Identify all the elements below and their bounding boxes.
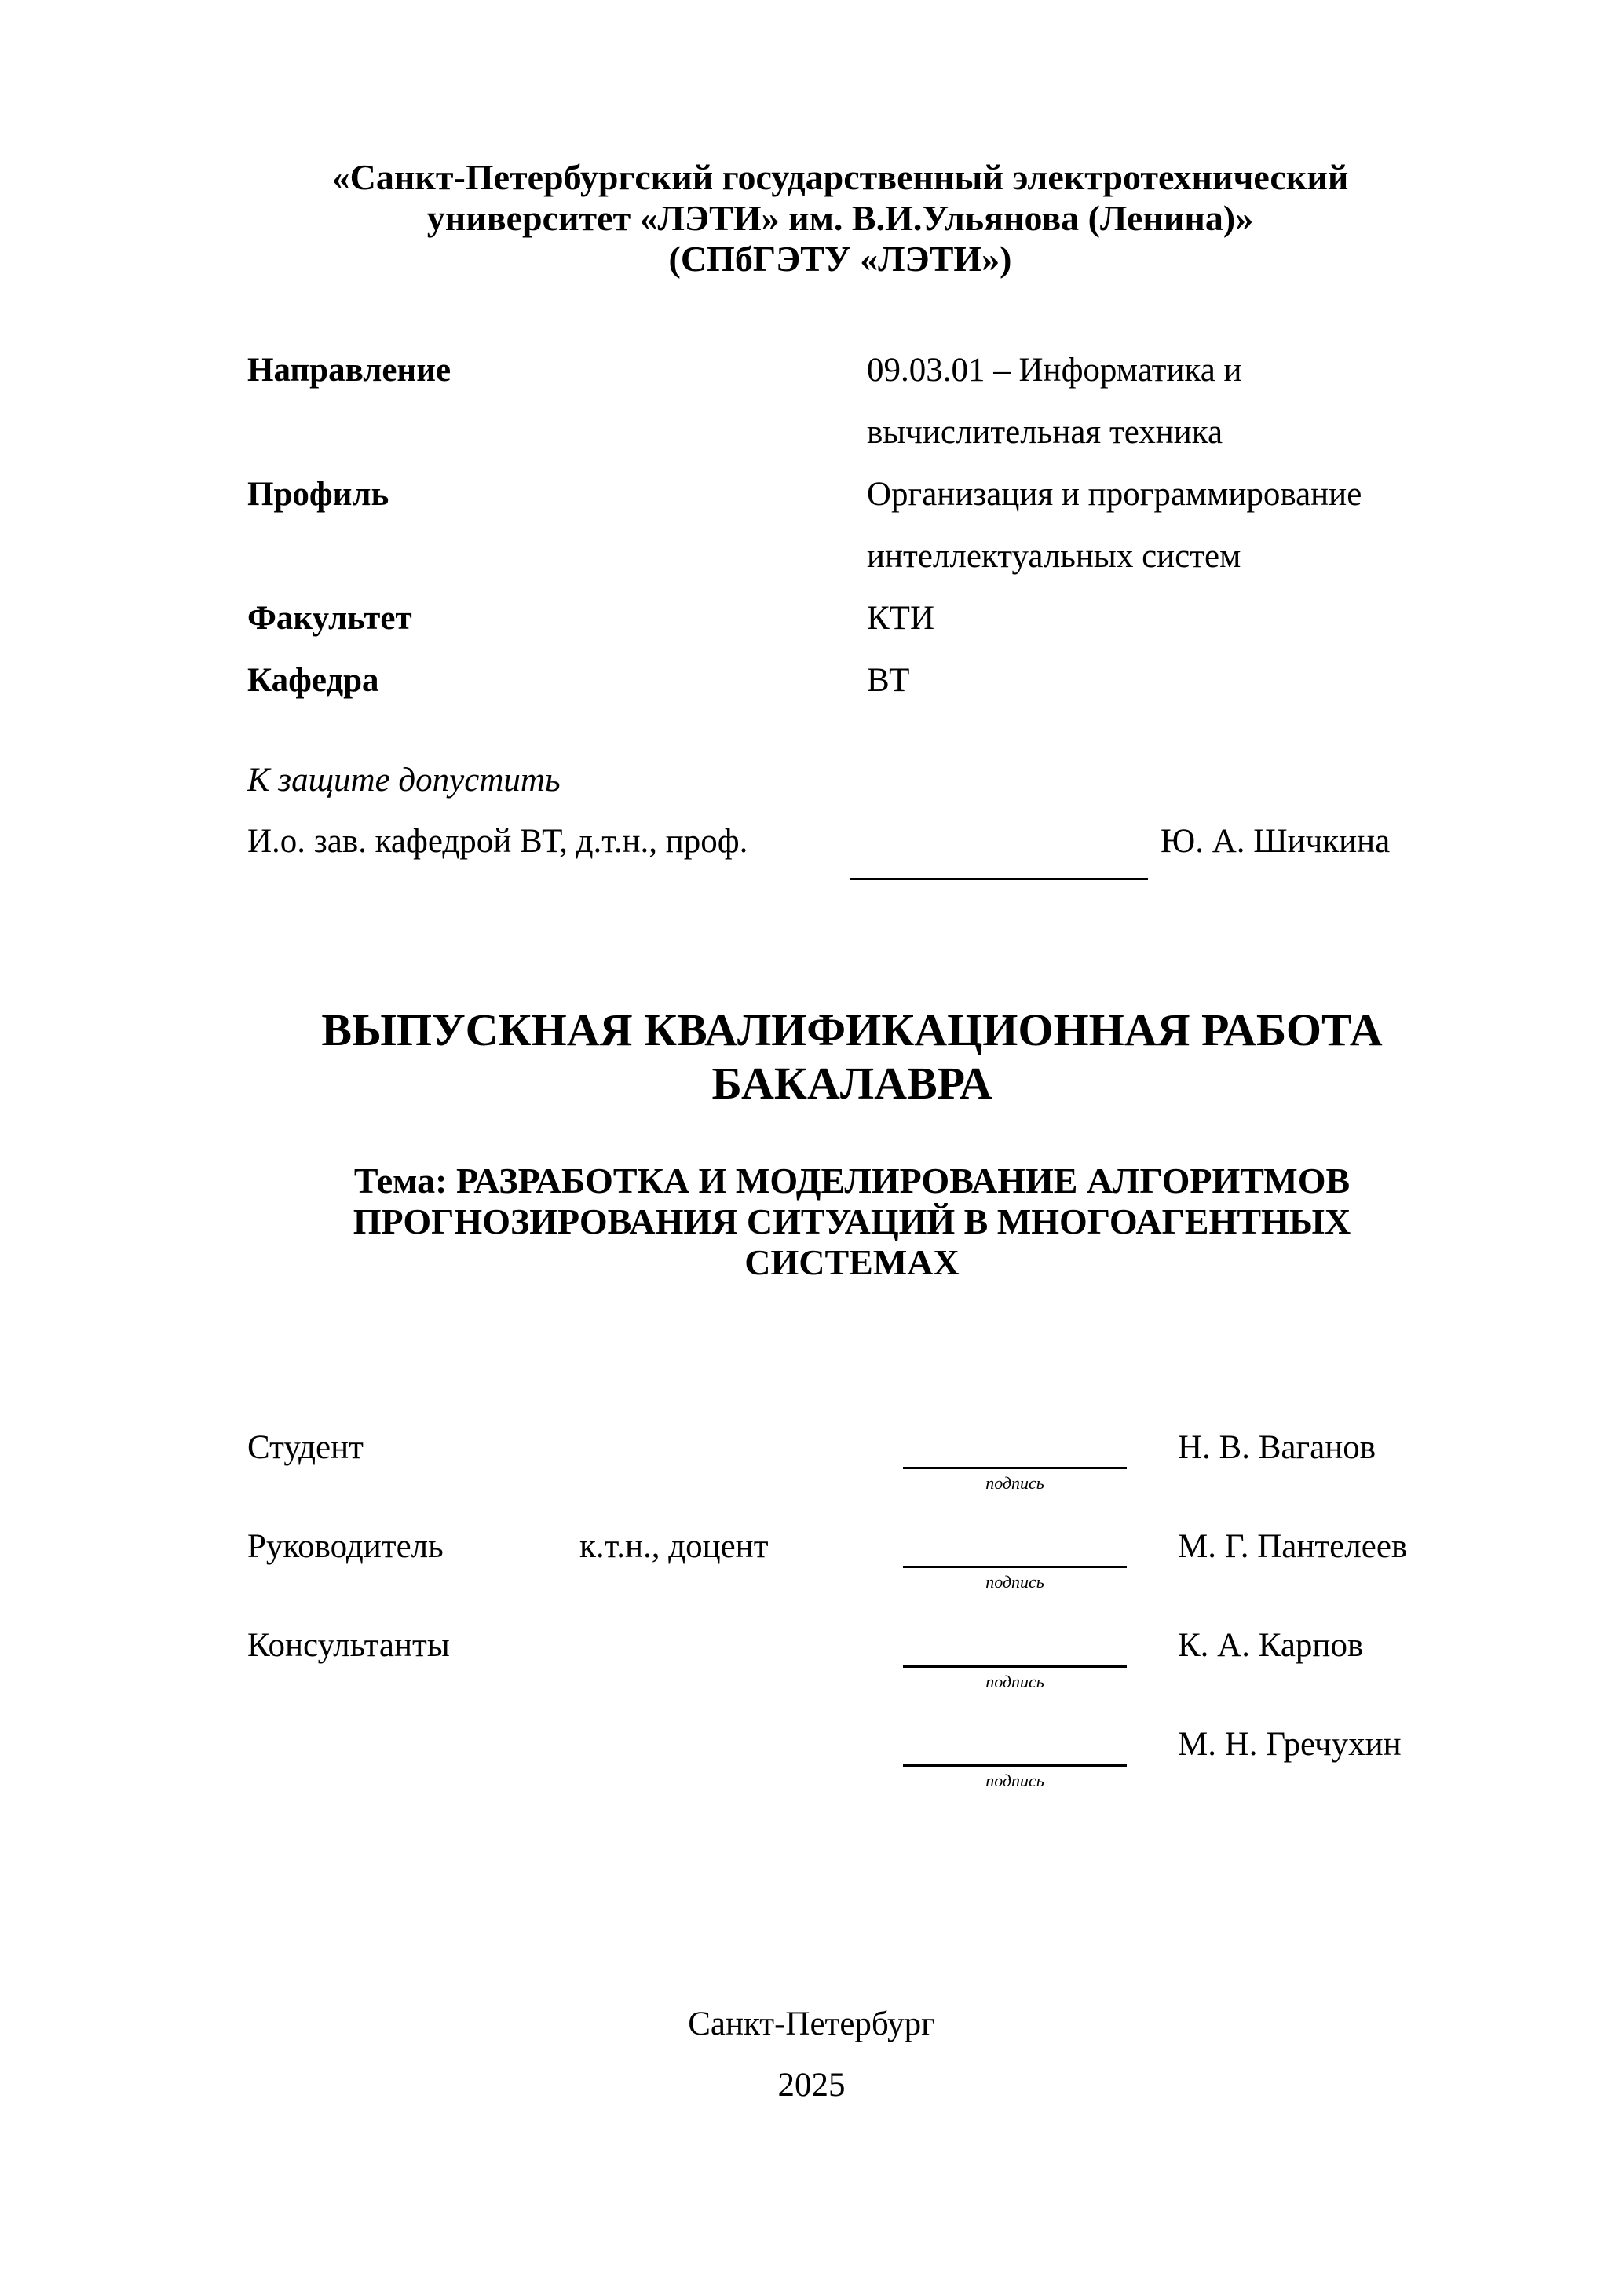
footer-year: 2025 <box>777 2067 846 2104</box>
signature-line-supervisor[interactable] <box>903 1566 1127 1568</box>
footer-city: Санкт-Петербург <box>688 2005 935 2042</box>
direction-value-line1: 09.03.01 – Информатика и <box>867 352 1242 389</box>
signature-role-student: Студент <box>247 1429 364 1466</box>
signature-caption: подпись <box>985 1473 1044 1493</box>
thesis-topic <box>236 1161 1468 1283</box>
profile-value-line1: Организация и программирование <box>867 476 1362 513</box>
signature-line-student[interactable] <box>903 1467 1127 1469</box>
signature-line-consultant-1[interactable] <box>903 1665 1127 1668</box>
profile-label: Профиль <box>247 476 389 513</box>
profile-value-line2: интеллектуальных систем <box>867 538 1241 575</box>
signature-caption: подпись <box>985 1771 1044 1790</box>
thesis-topic-line: ПРОГНОЗИРОВАНИЯ СИТУАЦИЙ В МНОГОАГЕНТНЫХ <box>353 1201 1351 1241</box>
signature-name-consultant-2: М. Н. Гречухин <box>1178 1726 1402 1763</box>
signature-name-student: Н. В. Ваганов <box>1178 1429 1376 1466</box>
document-title-line: ВЫПУСКНАЯ КВАЛИФИКАЦИОННАЯ РАБОТА <box>321 1004 1383 1055</box>
university-header <box>236 157 1445 280</box>
signature-line-consultant-2[interactable] <box>903 1764 1127 1767</box>
direction-label: Направление <box>247 352 451 389</box>
faculty-label: Факультет <box>247 600 412 637</box>
approval-role: И.о. зав. кафедрой ВТ, д.т.н., проф. <box>247 823 748 860</box>
signature-role-consultants: Консультанты <box>247 1627 450 1664</box>
signature-caption: подпись <box>985 1672 1044 1691</box>
signature-caption: подпись <box>985 1572 1044 1592</box>
department-value: ВТ <box>867 662 910 699</box>
signature-role-supervisor: Руководитель <box>247 1528 444 1565</box>
signature-name-consultant-1: К. А. Карпов <box>1178 1627 1364 1664</box>
thesis-topic-line: Тема: РАЗРАБОТКА И МОДЕЛИРОВАНИЕ АЛГОРИТМОВ <box>353 1161 1351 1201</box>
faculty-value: КТИ <box>867 600 934 637</box>
direction-value-line2: вычислительная техника <box>867 414 1223 451</box>
approval-title: К защите допустить <box>247 762 561 799</box>
thesis-topic-line: СИСТЕМАХ <box>744 1242 960 1282</box>
document-title-line: БАКАЛАВРА <box>711 1058 992 1109</box>
document-title <box>236 1004 1468 1110</box>
signature-name-supervisor: М. Г. Пантелеев <box>1178 1528 1408 1565</box>
approval-signature-line[interactable] <box>850 878 1148 880</box>
university-header-line: (СПбГЭТУ «ЛЭТИ») <box>668 239 1012 279</box>
university-header-line: «Санкт-Петербургский государственный электротехнический <box>331 157 1349 197</box>
signature-degree-supervisor: к.т.н., доцент <box>579 1528 769 1565</box>
department-label: Кафедра <box>247 662 379 699</box>
university-header-line: университет «ЛЭТИ» им. В.И.Ульянова (Ленина)» <box>426 198 1254 238</box>
approval-name: Ю. А. Шичкина <box>1161 823 1391 860</box>
